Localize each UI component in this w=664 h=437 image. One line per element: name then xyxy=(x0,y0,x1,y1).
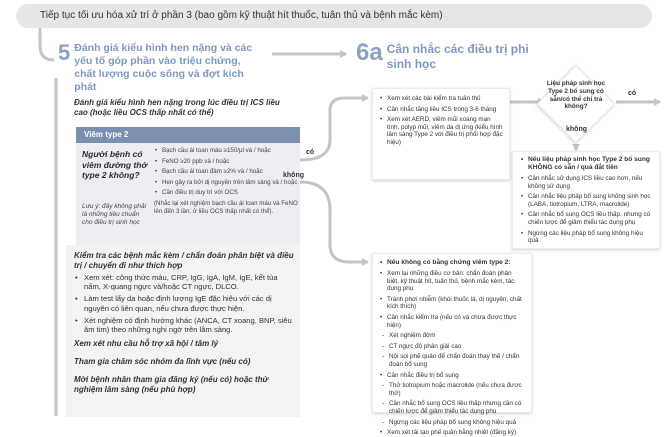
type2-criterion: • Bạch cầu ái toan máu ≥150/μl và / hoặc xyxy=(154,147,298,155)
no-type2-item: • Cân nhắc điều trị bổ sung xyxy=(379,372,525,380)
no-biologic-item: • Cân nhắc sử dụng ICS liều cao hơn, nếu không sử dụng xyxy=(520,175,652,190)
section-6a-number: 6a xyxy=(356,39,383,66)
type2-criterion: • Cần điều trị duy trì với OCS xyxy=(154,189,298,197)
type2-criterion: • Bạch cầu ái toan đàm ≥2% và / hoặc xyxy=(154,168,298,176)
no-type2-subitem: - Nội soi phế quản để chẩn đoán thay thế / chẩn đoán bổ sung xyxy=(379,353,525,368)
label-yes: có xyxy=(306,149,315,156)
decision-label-yes: có xyxy=(628,90,637,97)
connector-no-to-noexam xyxy=(300,182,368,262)
section-5-title: Đánh giá kiểu hình hen nặng và các yếu tố góp phần vào triệu chứng, chất lượng cuộc sống và đợt kịch phát xyxy=(74,42,253,93)
no-type2-subitem: - Ngừng các liệu pháp bổ sung không hiệu quả xyxy=(379,419,525,427)
no-biologic-available-box xyxy=(512,151,660,249)
no-type2-evidence-title: • Nếu không có bằng chứng viêm type 2: xyxy=(379,259,525,267)
social-support-line: Xem xét nhu cầu hỗ trợ xã hội / tâm lý xyxy=(74,339,219,348)
type2-question: Người bệnh có viêm đường thở type 2 không? xyxy=(82,149,148,180)
investigation-item: • Xét nghiệm có định hướng khác (ANCA, CT xoang, BNP, siêu âm tim) theo những nghi ngờ trên lâm sàng. xyxy=(74,316,296,334)
section-6a-title: Cân nhắc các điều trị phi sinh học xyxy=(386,42,529,71)
decision-label-no: không xyxy=(566,126,587,133)
no-type2-item: • Xem xét tái tạo phế quản bằng nhiệt (đăng ký) xyxy=(379,429,525,437)
non-biologic-item: • Xem xét AERD, viêm mũi xoang mạn tính, polyp mũi, viêm da dị ứng (kiểu hình lâm sàng Type 2 với điều trị phối hợp đặc hiệu) xyxy=(379,116,503,146)
type2-note: Lưu ý: đây không phải là những tiêu chuẩn cho điều trị sinh học xyxy=(82,203,147,226)
investigation-item: • Xem xét: công thức máu, CRP, IgG, IgA, IgM, IgE, kết tủa nấm, X-quang ngực và/hoặc CT ngực, DLCO. xyxy=(74,273,296,291)
investigation-panel xyxy=(66,245,300,417)
multidisciplinary-line: Tham gia chăm sóc nhóm đa lĩnh vực (nếu có) xyxy=(74,357,251,366)
type2-panel-header: Viêm type 2 xyxy=(76,127,300,143)
no-type2-item: • Xem lại những điều cơ bản: chẩn đoán phân biệt, kỹ thuật hít, tuân thủ, bệnh mắc kèm, tác dụng phụ xyxy=(379,270,525,293)
section-5-number: 5 xyxy=(58,40,71,65)
non-biologic-item: • Cân nhắc tăng liều ICS trong 3-6 tháng xyxy=(379,106,503,114)
investigation-list xyxy=(74,273,296,337)
type2-criterion: • Hen gây ra bởi dị nguyên trên lâm sàng và / hoặc xyxy=(154,179,298,187)
connector-banner-to-sec5 xyxy=(40,28,54,60)
no-type2-subitem: - CT ngực độ phân giải cao xyxy=(379,343,525,351)
non-biologic-box xyxy=(372,88,510,180)
section-6a-heading xyxy=(356,39,556,72)
section-5-lead: Đánh giá kiểu hình hen nặng trong lúc điều trị ICS liều cao (hoặc liều OCS thấp nhất có thể) xyxy=(74,98,280,117)
no-biologic-item: • Ngừng các liệu pháp bổ sung không hiệu quả xyxy=(520,230,652,245)
no-biologic-item: • Cân nhắc liệu pháp bổ sung không sinh học (LABA, tiotropium, LTRA, macrolide) xyxy=(520,193,652,208)
no-type2-item: • Tránh phơi nhiễm (khói thuốc lá, dị nguyên, chất kích thích) xyxy=(379,296,525,311)
no-biologic-available-title: • Nếu liệu pháp sinh học Type 2 bổ sung KHÔNG có sẵn / quá đắt tiền xyxy=(520,156,652,172)
no-biologic-item: • Cân nhắc bổ sung OCS liều thấp, nhưng có chiến lược để giảm thiểu tác dụng phụ xyxy=(520,211,652,226)
investigation-item: • Làm test lẩy da hoặc định lượng IgE đặc hiệu với các dị nguyên có liên quan, nếu chưa được thực hiện. xyxy=(74,294,296,312)
no-type2-subitem: - Cân nhắc bổ sung OCS liều thấp nhưng cần có chiến lược để giảm thiểu tác dụng phụ xyxy=(379,400,525,415)
top-banner: Tiếp tục tối ưu hóa xử trí ở phần 3 (bao gồm kỹ thuật hít thuốc, tuân thủ và bệnh mắc kèm) xyxy=(16,4,652,28)
no-type2-evidence-box xyxy=(372,253,532,437)
non-biologic-item: • Xem xét các bài kiểm tra tuân thủ xyxy=(379,95,503,103)
registry-line: Mời bệnh nhân tham gia đăng ký (nếu có) hoặc thử nghiệm lâm sàng (nếu phù hợp) xyxy=(74,375,269,394)
investigation-heading: Kiểm tra các bệnh mắc kèm / chẩn đoán phân biệt và điều trị / chuyển đi như thích hợp xyxy=(74,251,294,270)
label-no: không xyxy=(283,172,304,179)
type2-criterion: • FeNO ≥20 ppb và / hoặc xyxy=(154,158,298,166)
type2-panel xyxy=(76,127,300,245)
decision-question: Liệu pháp sinh học Type 2 bổ sung có sẵn/có thể chi trả không? xyxy=(546,80,606,111)
type2-footnote: (Nhắc lại xét nghiệm bạch cầu ái toan máu và FeNO lên đến 3 lần, ở liều OCS thấp nhất có thể). xyxy=(154,199,298,215)
no-type2-item: • Cân nhắc kiểm tra (nếu có và chưa được thực hiện) xyxy=(379,314,525,329)
type2-criteria xyxy=(154,147,298,218)
section-5-heading xyxy=(58,42,268,94)
no-type2-subitem: - Thử tiotropium hoặc macrolide (nếu chưa được thử) xyxy=(379,382,525,397)
no-type2-subitem: - Xét nghiệm đờm xyxy=(379,332,525,340)
